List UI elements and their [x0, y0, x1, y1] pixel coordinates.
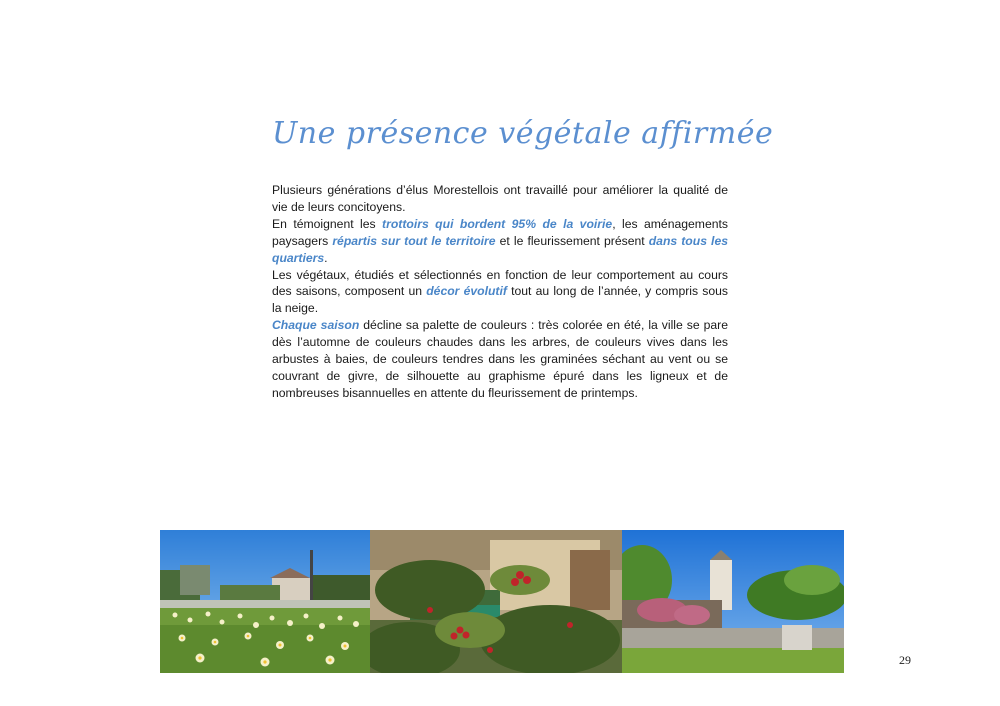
page-number: 29 [899, 653, 911, 667]
text-run: En témoignent les [272, 216, 383, 231]
text-run: Les végétaux, étudiés et sélectionnés en fonction de leur comportement au cours des saisons, composent un [272, 267, 728, 299]
text-run: , les aménagements paysagers [272, 216, 728, 248]
highlight-text: répartis sur tout le territoire [332, 233, 496, 248]
paragraph-4 [272, 317, 728, 402]
highlight-text: décor évolutif [426, 284, 507, 299]
berry-shrub-photo [370, 530, 622, 673]
text-run: et le fleurissement présent [495, 233, 649, 248]
page-title: Une présence végétale affirmée [272, 116, 774, 151]
text-run: . [324, 250, 328, 265]
text-run: décline sa palette de couleurs : très colorée en été, la ville se pare dès l’automne de couleurs chaudes dans les arbres, de couleurs vives dans les arbustes à baies, de couleurs tendres dans les graminées séchant au vent ou se couvrant de givre, de silhouette au graphisme épuré dans les ligneux et de nombreuses bisannuelles en attente du fleurissement de printemps. [272, 318, 728, 400]
paragraph-1: Plusieurs générations d’élus Morestellois ont travaillé pour améliorer la qualité de vie de leurs concitoyens. [272, 183, 728, 214]
highlight-text: dans tous les quartiers [272, 233, 728, 265]
village-garden-photo [622, 530, 844, 673]
daffodil-field-photo [160, 530, 370, 673]
body-text [272, 182, 728, 402]
text-run: tout au long de l’année, y compris sous la neige. [272, 284, 728, 316]
highlight-text: Chaque saison [272, 318, 360, 333]
paragraph-2 [272, 216, 728, 267]
paragraph-3 [272, 267, 728, 318]
photo-strip [160, 530, 844, 673]
highlight-text: trottoirs qui bordent 95% de la voirie [382, 216, 613, 231]
